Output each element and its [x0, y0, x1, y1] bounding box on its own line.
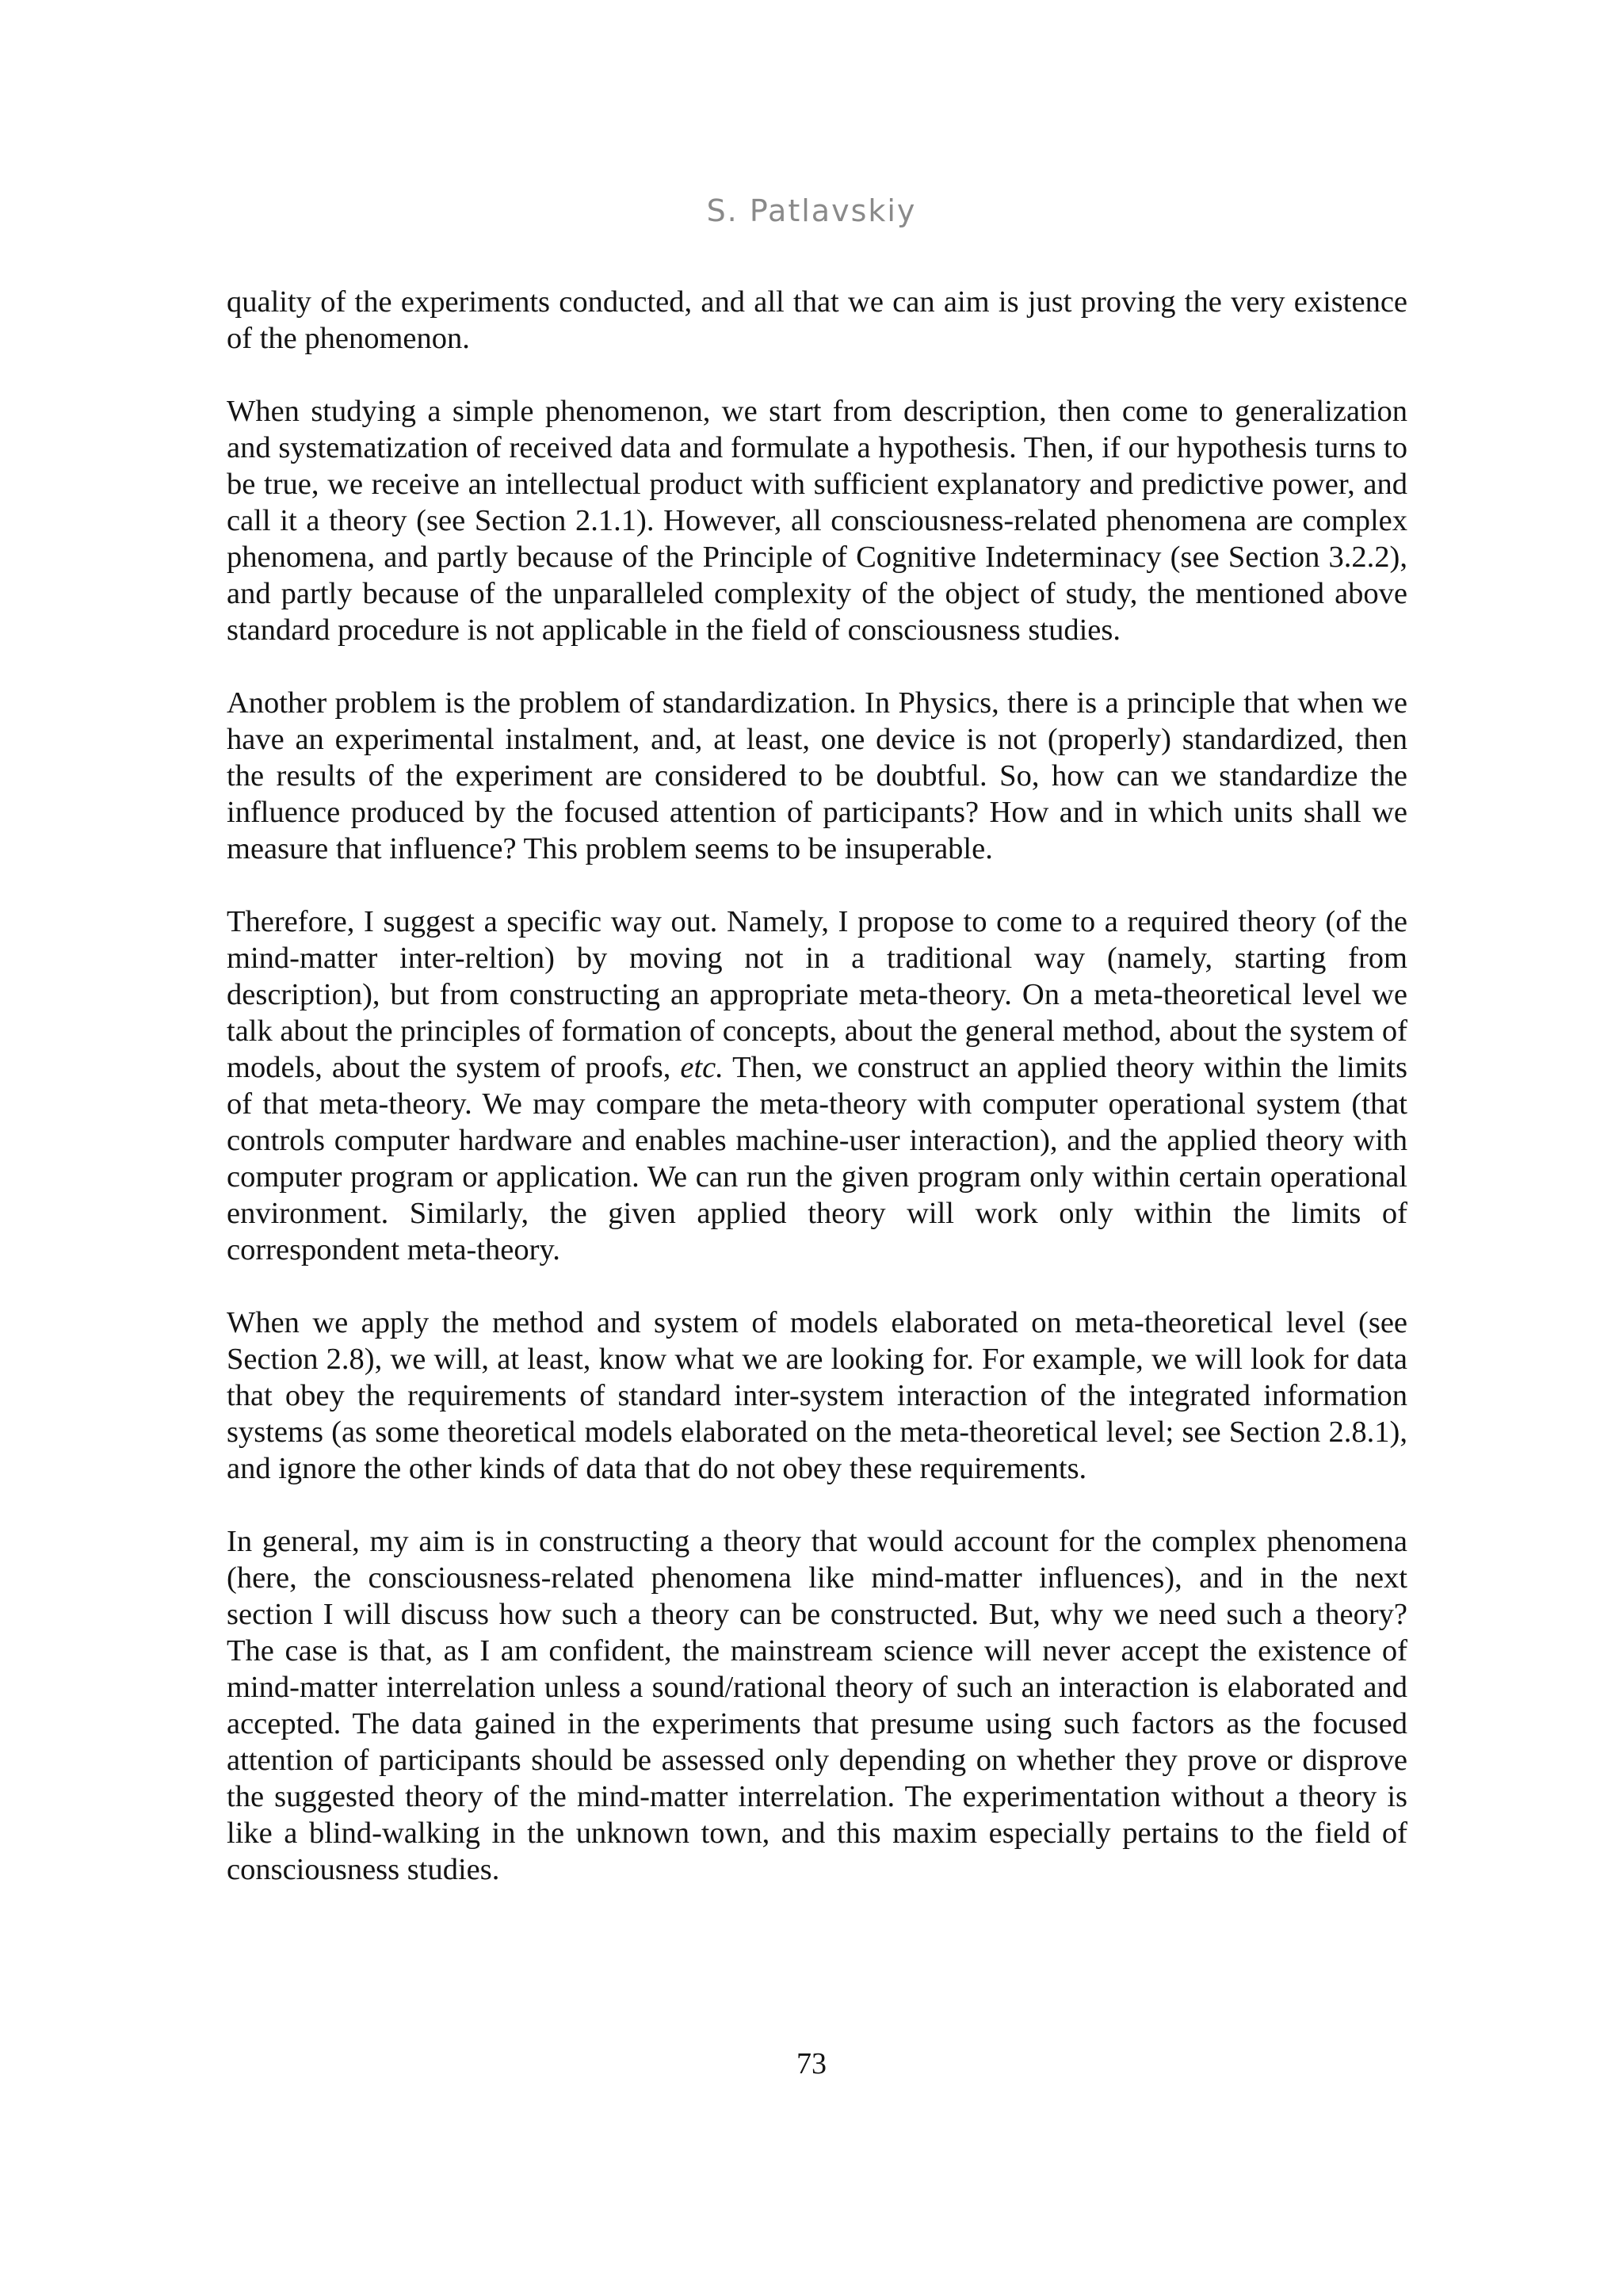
paragraph-4-part-2: Then, we construct an applied theory within the limits of that meta-theory. We may compare the meta-theory with computer operational system (that controls computer hardware and enables machine-user interaction), and the applied theory with computer program or application. We can run the given program only within certain operational environment. Similarly, the given applied theory will work only within the limits of correspondent meta-theory.: [227, 1051, 1407, 1266]
page-number: 73: [796, 2047, 827, 2080]
body-text: [227, 284, 1407, 1924]
paragraph-6: In general, my aim is in constructing a theory that would account for the complex phenomena (here, the consciousness-related phenomena like mind-matter influences), and in the next section I will discuss how such a theory can be constructed. But, why we need such a theory? The case is that, as I am confident, the mainstream science will never accept the existence of mind-matter interrelation unless a sound/rational theory of such an interaction is elaborated and accepted. The data gained in the experiments that presume using such factors as the focused attention of participants should be assessed only depending on whether they prove or disprove the suggested theory of the mind-matter interrelation. The experimentation without a theory is like a blind-walking in the unknown town, and this maxim especially pertains to the field of consciousness studies.: [227, 1525, 1407, 1886]
paragraph-3: Another problem is the problem of standardization. In Physics, there is a principle that when we have an experimental instalment, and, at least, one device is not (properly) standardized, then the results of the experiment are considered to be doubtful. So, how can we standardize the influence produced by the focused attention of participants? How and in which units shall we measure that influence? This problem seems to be insuperable.: [227, 686, 1407, 865]
paragraph-2: When studying a simple phenomenon, we start from description, then come to generalization and systematization of received data and formulate a hypothesis. Then, if our hypothesis turns to be true, we receive an intellectual product with sufficient explanatory and predictive power, and call it a theory (see Section 2.1.1). However, all consciousness-related phenomena are complex phenomena, and partly because of the Principle of Cognitive Indeterminacy (see Section 3.2.2), and partly because of the unparalleled complexity of the object of study, the mentioned above standard procedure is not applicable in the field of consciousness studies.: [227, 395, 1407, 647]
paragraph-4-italic: etc.: [680, 1051, 724, 1084]
running-head: S. Patlavskiy: [706, 193, 917, 228]
paragraph-4: [227, 904, 1407, 1268]
paragraph-1: quality of the experiments conducted, and all that we can aim is just proving the very existence of the phenomenon.: [227, 285, 1407, 355]
paragraph-4-part-1: Therefore, I suggest a specific way out. Namely, I propose to come to a required theory (of the mind-matter inter-reltion) by moving not in a traditional way (namely, starting from description), but from constructing an appropriate meta-theory. On a meta-theoretical level we talk about the principles of formation of concepts, about the general method, about the system of models, about the system of proofs,: [227, 905, 1407, 1084]
paragraph-5: When we apply the method and system of models elaborated on meta-theoretical level (see Section 2.8), we will, at least, know what we are looking for. For example, we will look for data that obey the requirements of standard inter-system interaction of the integrated information systems (as some theoretical models elaborated on the meta-theoretical level; see Section 2.8.1), and ignore the other kinds of data that do not obey these requirements.: [227, 1306, 1407, 1485]
